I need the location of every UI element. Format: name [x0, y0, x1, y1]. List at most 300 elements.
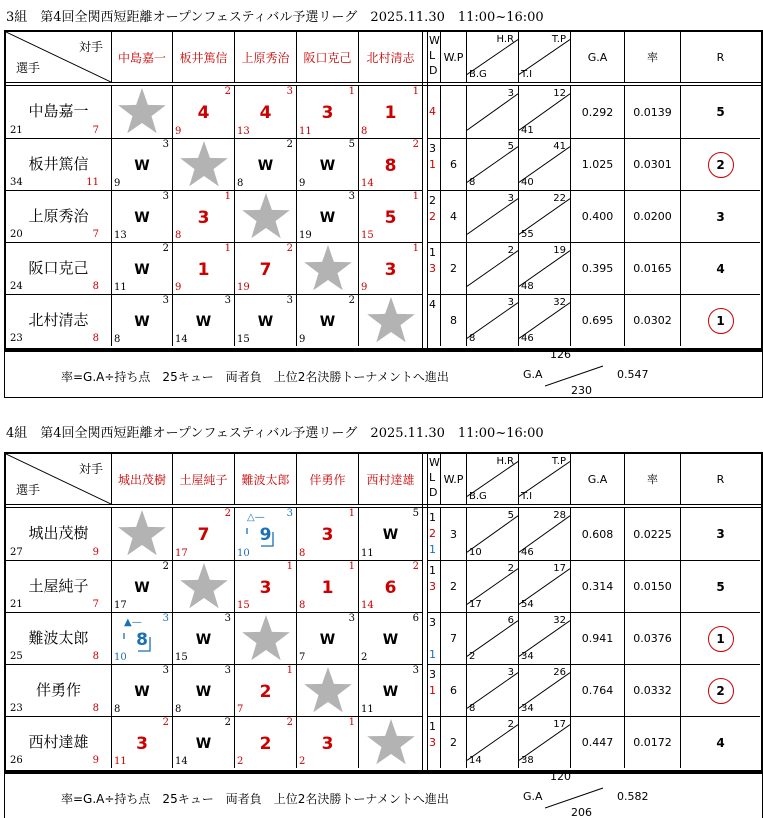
match-score: W: [257, 314, 274, 330]
group-title: 4組 第4回全関西短距離オープンフェスティバル予選リーグ 2025.11.30 11:00~16:00: [6, 426, 544, 441]
match-score: W: [134, 580, 150, 596]
total-points: 26: [553, 667, 566, 678]
total-points: 12: [553, 88, 566, 99]
player-cell: [6, 294, 111, 346]
player-cell: [6, 612, 111, 664]
match-score: W: [195, 314, 212, 330]
match-entry: 8: [299, 548, 306, 559]
player-points: 11: [86, 177, 99, 188]
match-entry: 15: [175, 652, 188, 663]
match-score: 4: [197, 103, 210, 123]
match-innings: 3: [348, 613, 355, 624]
tp-header: [518, 454, 570, 504]
star-icon: [117, 88, 167, 136]
wp-cell: [440, 86, 466, 138]
rank-circle: 2: [708, 678, 734, 704]
match-innings: 3: [162, 295, 169, 306]
total-innings: 38: [521, 755, 534, 766]
player-handicap: 23: [10, 333, 23, 344]
match-cell: [172, 190, 234, 242]
match-score: W: [195, 632, 212, 648]
match-score: W: [319, 158, 336, 174]
ga-cell: 0.941: [570, 612, 624, 664]
rank-cell: [680, 294, 760, 346]
rank-cell: [680, 612, 760, 664]
high-run: 5: [507, 141, 514, 152]
hr-cell: [466, 716, 518, 768]
draws: 1: [429, 543, 436, 556]
rate-cell: 0.0225: [624, 508, 680, 560]
match-score: W: [382, 632, 399, 648]
match-innings: 3: [286, 508, 293, 519]
match-cell: [234, 86, 296, 138]
match-innings: 1: [286, 665, 293, 676]
total-points: 17: [553, 563, 566, 574]
match-innings: 1: [412, 86, 419, 97]
match-cell: [172, 294, 234, 346]
rule-note: 率=G.A÷持ち点 25キュー 両者負 上位2名決勝トーナメントへ進出: [61, 370, 449, 384]
match-score: 3: [259, 578, 272, 598]
losses: 1: [429, 684, 436, 697]
match-innings: 3: [286, 295, 293, 306]
header-opponent-label: 対手: [78, 40, 103, 54]
losses: 2: [429, 527, 436, 540]
match-cell: [296, 716, 358, 768]
wins: 3: [429, 142, 436, 155]
player-name: 阪口克己: [28, 259, 89, 277]
match-innings: 2: [412, 561, 419, 572]
star-icon: [303, 245, 353, 293]
ga-cell: 1.025: [570, 138, 624, 190]
rank-cell: [680, 508, 760, 560]
match-innings: 3: [162, 191, 169, 202]
match-innings: 3: [224, 613, 231, 624]
player-name: 板井篤信: [28, 155, 89, 173]
high-run: 3: [507, 193, 514, 204]
wp-cell: 2: [440, 242, 466, 294]
player-name: 難波太郎: [28, 629, 89, 647]
hr-cell: [466, 86, 518, 138]
match-entry: 14: [361, 178, 374, 189]
wins: 2: [429, 194, 436, 207]
match-innings: 1: [224, 191, 231, 202]
wins: 1: [429, 511, 436, 524]
match-cell: [172, 612, 234, 664]
match-score: 8: [136, 630, 148, 650]
wp-cell: 2: [440, 560, 466, 612]
match-cell: [296, 664, 358, 716]
match-score: 4: [259, 103, 272, 123]
match-score: W: [134, 262, 150, 278]
total-innings: 46: [521, 333, 534, 344]
match-entry: 10: [114, 652, 127, 663]
total-points: 32: [553, 297, 566, 308]
match-innings: 2: [348, 295, 355, 306]
match-innings: 1: [286, 561, 293, 572]
match-innings: 1: [224, 243, 231, 254]
match-entry: 17: [114, 600, 127, 611]
rank-header: R: [680, 32, 760, 82]
player-cell: [6, 664, 111, 716]
ga-cell: 0.314: [570, 560, 624, 612]
total-points: 17: [553, 719, 566, 730]
match-cell: [296, 508, 358, 560]
best-game: 14: [469, 755, 482, 766]
rank-value: 5: [716, 579, 725, 594]
rank-cell: [680, 190, 760, 242]
high-run: 6: [507, 615, 514, 626]
match-score: W: [382, 684, 399, 700]
rate-cell: 0.0150: [624, 560, 680, 612]
match-cell: [172, 664, 234, 716]
losses: 3: [429, 580, 436, 593]
match-score: 6: [384, 578, 397, 598]
match-score: W: [257, 158, 274, 174]
total-points: 22: [553, 193, 566, 204]
wp-header: W.P: [440, 32, 466, 82]
hr-cell: [466, 560, 518, 612]
total-innings: 54: [521, 599, 534, 610]
match-innings: 2: [286, 717, 293, 728]
match-score: 3: [321, 734, 334, 754]
best-game: 8: [469, 333, 476, 344]
player-points: 8: [92, 281, 99, 292]
ga-header: G.A: [570, 454, 624, 504]
footer-diagonal: [545, 786, 605, 810]
total-points: 41: [553, 141, 566, 152]
match-entry: 8: [361, 126, 368, 137]
match-entry: 2: [299, 756, 306, 767]
total-points: 19: [553, 245, 566, 256]
match-score: W: [195, 736, 212, 752]
match-cell: [296, 294, 358, 346]
match-score: W: [382, 527, 399, 543]
wld-header-letter: W: [429, 456, 440, 469]
opponent-header: 中島嘉一: [111, 32, 172, 82]
match-innings: 1: [348, 717, 355, 728]
match-entry: 9: [299, 334, 306, 345]
match-innings: 3: [286, 86, 293, 97]
match-cell: [172, 138, 234, 190]
wld-header-letter: W: [429, 34, 440, 47]
wld-cell: [428, 664, 440, 716]
match-score: 2: [259, 734, 272, 754]
best-game: 10: [469, 547, 482, 558]
match-score: 1: [321, 578, 334, 598]
standings-table: [4, 452, 763, 772]
total-innings: 46: [521, 547, 534, 558]
star-icon: [179, 563, 229, 611]
match-score: W: [319, 632, 336, 648]
wp-header: W.P: [440, 454, 466, 504]
rank-circle: 1: [708, 308, 734, 334]
match-entry: 14: [175, 756, 188, 767]
match-cell: [111, 508, 172, 560]
wld-cell: [428, 508, 440, 560]
rank-cell: [680, 242, 760, 294]
match-cell: [358, 508, 422, 560]
footer-diagonal: [545, 364, 605, 388]
rate-cell: 0.0200: [624, 190, 680, 242]
match-entry: 10: [237, 548, 250, 559]
player-cell: [6, 190, 111, 242]
match-cell: [111, 190, 172, 242]
player-handicap: 20: [10, 229, 23, 240]
match-score: W: [134, 158, 150, 174]
total-innings: 34: [521, 651, 534, 662]
ga-cell: 0.400: [570, 190, 624, 242]
best-game: 2: [469, 651, 476, 662]
ga-cell: 0.395: [570, 242, 624, 294]
match-entry: 15: [237, 334, 250, 345]
wins: 1: [429, 720, 436, 733]
match-innings: 3: [162, 613, 169, 624]
match-score: 3: [321, 103, 334, 123]
high-run: 3: [507, 297, 514, 308]
total-innings: 40: [521, 177, 534, 188]
rate-header: 率: [624, 32, 680, 82]
player-cell: [6, 560, 111, 612]
rank-cell: [680, 716, 760, 768]
bg-label: B.G: [469, 69, 487, 80]
wld-cell: [428, 190, 440, 242]
match-cell: [296, 612, 358, 664]
header-player-label: 選手: [16, 61, 41, 75]
hr-cell: [466, 138, 518, 190]
wp-cell: 7: [440, 612, 466, 664]
tp-cell: [518, 716, 570, 768]
match-score: 7: [259, 260, 272, 280]
footer-ga-value: 0.547: [617, 368, 649, 381]
match-cell: [172, 508, 234, 560]
wld-header-letter: D: [429, 486, 438, 499]
match-score: W: [195, 684, 212, 700]
match-cell: [234, 242, 296, 294]
match-cell: [234, 664, 296, 716]
opponent-header: 難波太郎: [234, 454, 296, 504]
match-cell: [358, 242, 422, 294]
match-cell: [111, 294, 172, 346]
hr-cell: [466, 612, 518, 664]
wp-cell: 6: [440, 138, 466, 190]
opponent-header: 上原秀治: [234, 32, 296, 82]
player-points: 9: [92, 755, 99, 766]
opponent-header: 北村清志: [358, 32, 422, 82]
match-entry: 19: [299, 230, 312, 241]
match-entry: 9: [175, 282, 182, 293]
footer-ga-label: G.A: [523, 790, 543, 803]
high-run: 5: [507, 510, 514, 521]
wld-cell: [428, 612, 440, 664]
header-corner: [6, 32, 111, 82]
player-points: 9: [92, 547, 99, 558]
best-game: 8: [469, 177, 476, 188]
header-player-label: 選手: [16, 483, 41, 497]
hr-header: [466, 454, 518, 504]
match-innings: 2: [162, 561, 169, 572]
match-innings: 3: [348, 191, 355, 202]
rate-cell: 0.0332: [624, 664, 680, 716]
player-name: 城出茂樹: [28, 524, 89, 542]
header-corner: [6, 454, 111, 504]
draws: 1: [429, 648, 436, 661]
player-points: 7: [92, 125, 99, 136]
hr-cell: [466, 190, 518, 242]
match-entry: 8: [175, 704, 182, 715]
match-cell: [234, 612, 296, 664]
match-score: 1: [384, 103, 397, 123]
match-score: 7: [197, 525, 210, 545]
wld-cell: [428, 294, 440, 346]
star-icon: [117, 510, 167, 558]
player-points: 8: [92, 333, 99, 344]
wld-cell: [428, 716, 440, 768]
match-entry: 13: [114, 230, 127, 241]
match-cell: [111, 560, 172, 612]
match-cell: [358, 86, 422, 138]
tp-cell: [518, 138, 570, 190]
wld-header-letter: L: [429, 471, 436, 484]
total-points: 28: [553, 510, 566, 521]
match-entry: 2: [361, 652, 368, 663]
match-entry: 11: [361, 704, 374, 715]
wins: 3: [429, 668, 436, 681]
match-innings: 2: [412, 139, 419, 150]
match-entry: 11: [361, 548, 374, 559]
match-innings: 5: [348, 139, 355, 150]
match-entry: 8: [114, 334, 121, 345]
match-innings: 3: [412, 665, 419, 676]
wp-cell: 3: [440, 508, 466, 560]
wins: 1: [429, 246, 436, 259]
player-cell: [6, 508, 111, 560]
match-innings: 1: [348, 508, 355, 519]
wld-header-letter: D: [429, 64, 438, 77]
rank-header: R: [680, 454, 760, 504]
rate-cell: 0.0139: [624, 86, 680, 138]
match-entry: 11: [114, 282, 127, 293]
wld-cell: [428, 138, 440, 190]
footer-ga-value: 0.582: [617, 790, 649, 803]
rank-circle: 2: [708, 152, 734, 178]
rank-value: 3: [716, 209, 725, 224]
ga-cell: 0.608: [570, 508, 624, 560]
wp-cell: 4: [440, 190, 466, 242]
total-innings: 34: [521, 703, 534, 714]
player-points: 7: [92, 229, 99, 240]
wp-cell: 6: [440, 664, 466, 716]
match-score: 2: [259, 682, 272, 702]
match-innings: 1: [412, 243, 419, 254]
footer-denominator: 206: [571, 806, 592, 818]
match-cell: [358, 612, 422, 664]
match-innings: 1: [348, 561, 355, 572]
match-cell: [172, 560, 234, 612]
match-cell: [358, 716, 422, 768]
ga-cell: 0.764: [570, 664, 624, 716]
league-group: [0, 422, 763, 818]
player-handicap: 21: [10, 125, 23, 136]
hr-label: H.R: [496, 34, 514, 45]
wins: 1: [429, 564, 436, 577]
hr-label: H.R: [496, 456, 514, 467]
match-entry: 9: [114, 178, 121, 189]
match-cell: [172, 716, 234, 768]
match-cell: [234, 508, 296, 560]
match-entry: 7: [237, 704, 244, 715]
league-group: [0, 0, 763, 398]
tp-cell: [518, 242, 570, 294]
match-cell: [234, 716, 296, 768]
match-cell: [111, 716, 172, 768]
run-mark: ▲—: [124, 617, 142, 628]
tp-cell: [518, 294, 570, 346]
ga-cell: 0.292: [570, 86, 624, 138]
losses: 3: [429, 736, 436, 749]
player-cell: [6, 716, 111, 768]
summary-footer: [4, 772, 763, 818]
match-entry: 8: [175, 230, 182, 241]
match-entry: 9: [299, 178, 306, 189]
match-innings: 2: [224, 508, 231, 519]
match-entry: 14: [361, 600, 374, 611]
standings-table: [4, 30, 763, 350]
match-innings: 1: [412, 191, 419, 202]
opponent-header: 板井篤信: [172, 32, 234, 82]
player-points: 8: [92, 703, 99, 714]
match-cell: [234, 560, 296, 612]
match-score: 3: [384, 260, 397, 280]
match-innings: 2: [224, 86, 231, 97]
match-innings: 2: [286, 243, 293, 254]
match-entry: 2: [237, 756, 244, 767]
ti-label: T.I: [521, 491, 533, 502]
wld-cell: [428, 560, 440, 612]
rank-cell: [680, 560, 760, 612]
high-run: 2: [507, 563, 514, 574]
wld-header: [428, 454, 440, 504]
player-points: 7: [92, 599, 99, 610]
losses: 2: [429, 210, 436, 223]
match-score: 3: [197, 208, 210, 228]
total-innings: 55: [521, 229, 534, 240]
rate-cell: 0.0301: [624, 138, 680, 190]
tp-cell: [518, 86, 570, 138]
rank-cell: [680, 664, 760, 716]
player-handicap: 24: [10, 281, 23, 292]
losses: 4: [429, 105, 436, 118]
match-cell: [358, 190, 422, 242]
match-score: 1: [197, 260, 210, 280]
match-cell: [296, 560, 358, 612]
match-entry: 15: [237, 600, 250, 611]
match-entry: 8: [237, 178, 244, 189]
match-innings: 3: [162, 665, 169, 676]
star-icon: [366, 719, 416, 767]
rate-cell: 0.0376: [624, 612, 680, 664]
match-entry: 7: [299, 652, 306, 663]
match-entry: 9: [361, 282, 368, 293]
player-handicap: 25: [10, 651, 23, 662]
match-cell: [111, 242, 172, 294]
ga-cell: 0.695: [570, 294, 624, 346]
ti-label: T.I: [521, 69, 533, 80]
match-cell: [172, 242, 234, 294]
rank-value: 4: [716, 735, 725, 750]
match-cell: [296, 86, 358, 138]
tp-header: [518, 32, 570, 82]
match-cell: [358, 664, 422, 716]
